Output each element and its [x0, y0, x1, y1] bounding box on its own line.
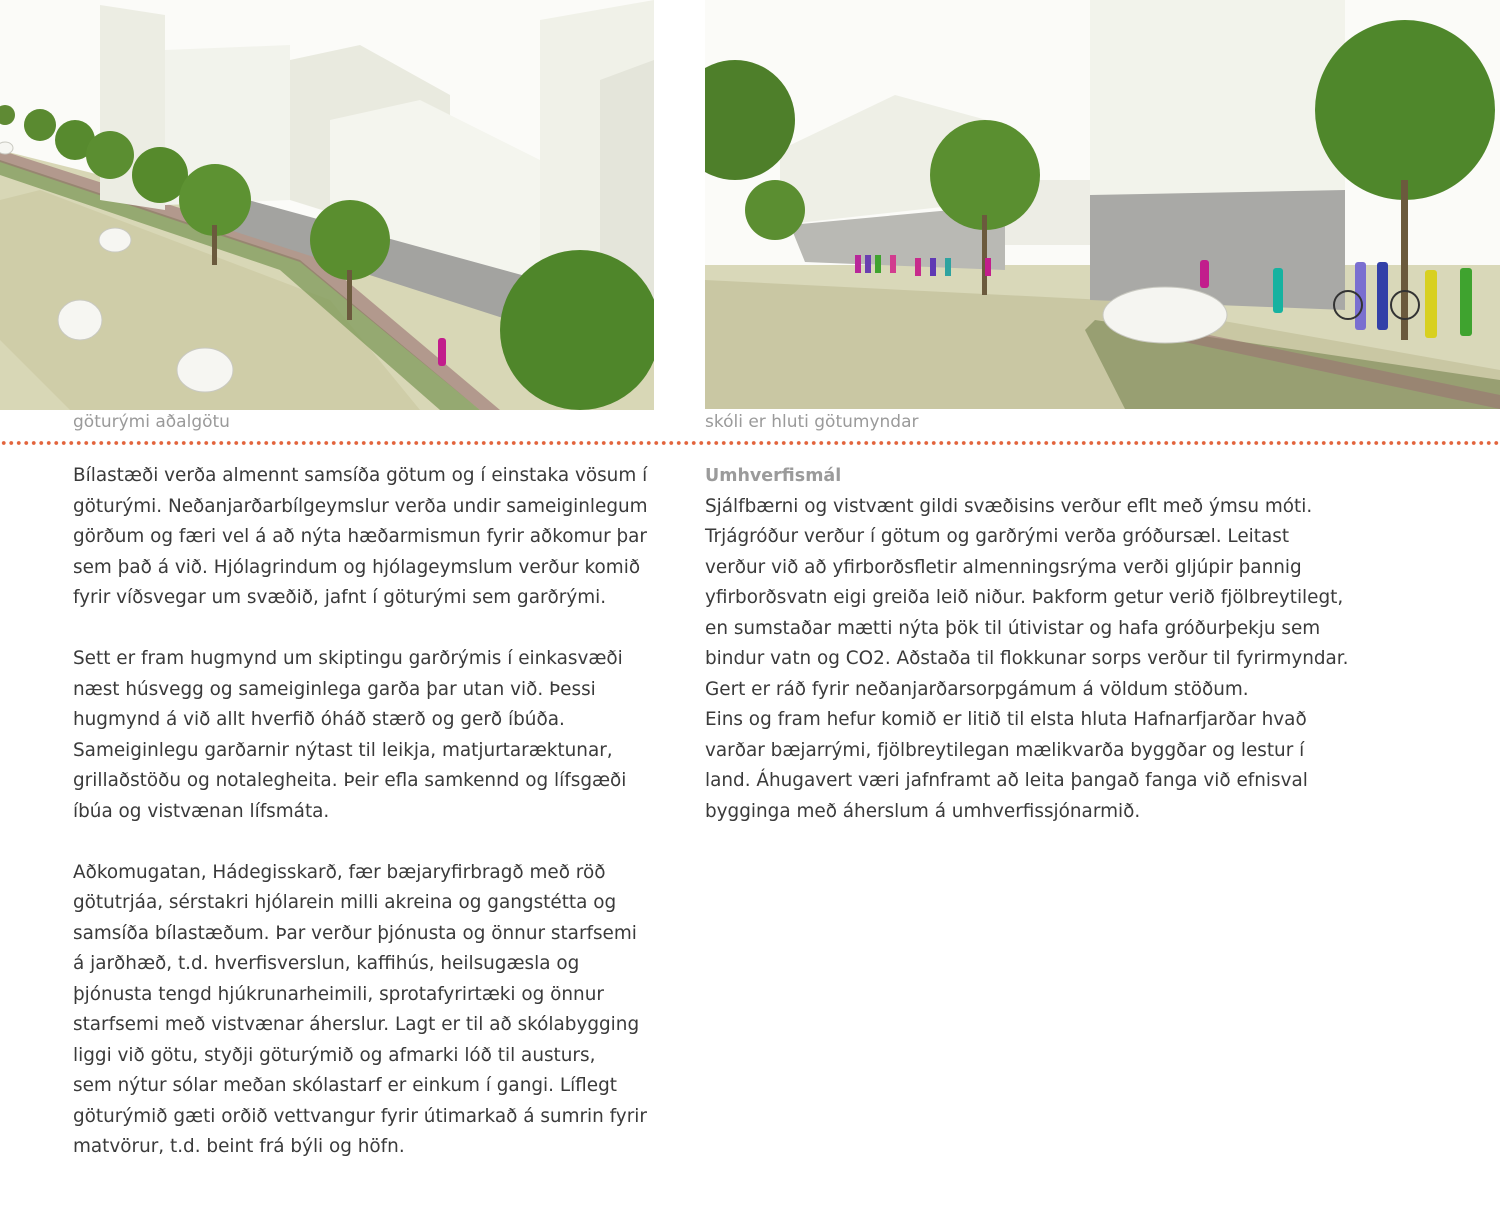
text-line: fyrir víðsvegar um svæðið, jafnt í göturými sem garðrými.: [73, 587, 607, 608]
text-line: verður við að yfirborðsfletir almenningsrýma verði gljúpir þannig: [705, 556, 1302, 578]
text-line: en sumstaðar mætti nýta þök til útivistar og hafa gróðurþekju sem: [705, 617, 1321, 639]
text-line: göturými. Neðanjarðarbílgeymslur verða undir sameiginlegum: [73, 495, 648, 517]
text-line: Sett er fram hugmynd um skiptingu garðrýmis í einkasvæði: [73, 648, 623, 669]
text-line: Gert er ráð fyrir neðanjarðarsorpgámum á völdum stöðum.: [705, 678, 1249, 700]
school-render-image: [705, 0, 1500, 409]
image-caption-right: skóli er hluti götumyndar: [705, 412, 919, 432]
text-line: Sameiginlegu garðarnir nýtast til leikja, matjurtaræktunar,: [73, 739, 613, 761]
text-line: göturýmið gæti orðið vettvangur fyrir útimarkað á sumrin fyrir: [73, 1105, 647, 1127]
text-line: Trjágróður verður í götum og garðrými verða gróðursæl. Leitast: [705, 526, 1290, 547]
text-line: hugmynd á við allt hverfið óháð stærð og gerð íbúða.: [73, 709, 565, 730]
text-line: varðar bæjarrými, fjölbreytilegan mælikvarða byggðar og lestur í: [705, 739, 1305, 761]
text-line: samsíða bílastæðum. Þar verður þjónusta og önnur starfsemi: [73, 922, 637, 944]
text-line: á jarðhæð, t.d. hverfisverslun, kaffihús, heilsugæsla og: [73, 953, 580, 974]
text-line: sem nýtur sólar meðan skólastarf er einkum í gangi. Líflegt: [73, 1075, 617, 1096]
text-line: íbúa og vistvænan lífsmáta.: [73, 800, 330, 822]
text-line: Sjálfbærni og vistvænt gildi svæðisins verður eflt með ýmsu móti.: [705, 495, 1313, 517]
text-line: Aðkomugatan, Hádegisskarð, fær bæjaryfirbragð með röð: [73, 861, 606, 883]
left-text-column: [73, 461, 673, 1163]
street-render-image: [0, 0, 654, 410]
text-line: bindur vatn og CO2. Aðstaða til flokkunar sorps verður til fyrirmyndar.: [705, 648, 1349, 669]
dotted-divider: [0, 440, 1500, 446]
image-caption-left: göturými aðalgötu: [73, 412, 230, 432]
text-line: grillaðstöðu og notalegheita. Þeir efla samkennd og lífsgæði: [73, 770, 627, 791]
text-line: görðum og færi vel á að nýta hæðarmismun fyrir aðkomur þar: [73, 526, 647, 547]
text-line: Eins og fram hefur komið er litið til elsta hluta Hafnarfjarðar hvað: [705, 709, 1307, 730]
section-heading: Umhverfismál: [705, 466, 842, 486]
text-line: liggi við götu, styðji göturýmið og afmarki lóð til austurs,: [73, 1044, 596, 1066]
text-line: matvörur, t.d. beint frá býli og höfn.: [73, 1136, 405, 1157]
text-line: bygginga með áherslum á umhverfissjónarmið.: [705, 800, 1141, 822]
text-line: Bílastæði verða almennt samsíða götum og í einstaka vösum í: [73, 465, 648, 486]
text-line: starfsemi með vistvænar áherslur. Lagt er til að skólabygging: [73, 1014, 640, 1035]
text-line: götutrjáa, sérstakri hjólarein milli akreina og gangstétta og: [73, 892, 617, 913]
text-line: land. Áhugavert væri jafnframt að leita þangað fanga við efnisval: [705, 770, 1308, 791]
text-line: þjónusta tengd hjúkrunarheimili, sprotafyrirtæki og önnur: [73, 983, 604, 1005]
right-text-column: [705, 461, 1385, 827]
text-line: yfirborðsvatn eigi greiða leið niður. Þakform getur verið fjölbreytilegt,: [705, 587, 1344, 608]
text-line: næst húsvegg og sameiginlega garða þar utan við. Þessi: [73, 678, 596, 700]
text-line: sem það á við. Hjólagrindum og hjólageymslum verður komið: [73, 556, 641, 578]
